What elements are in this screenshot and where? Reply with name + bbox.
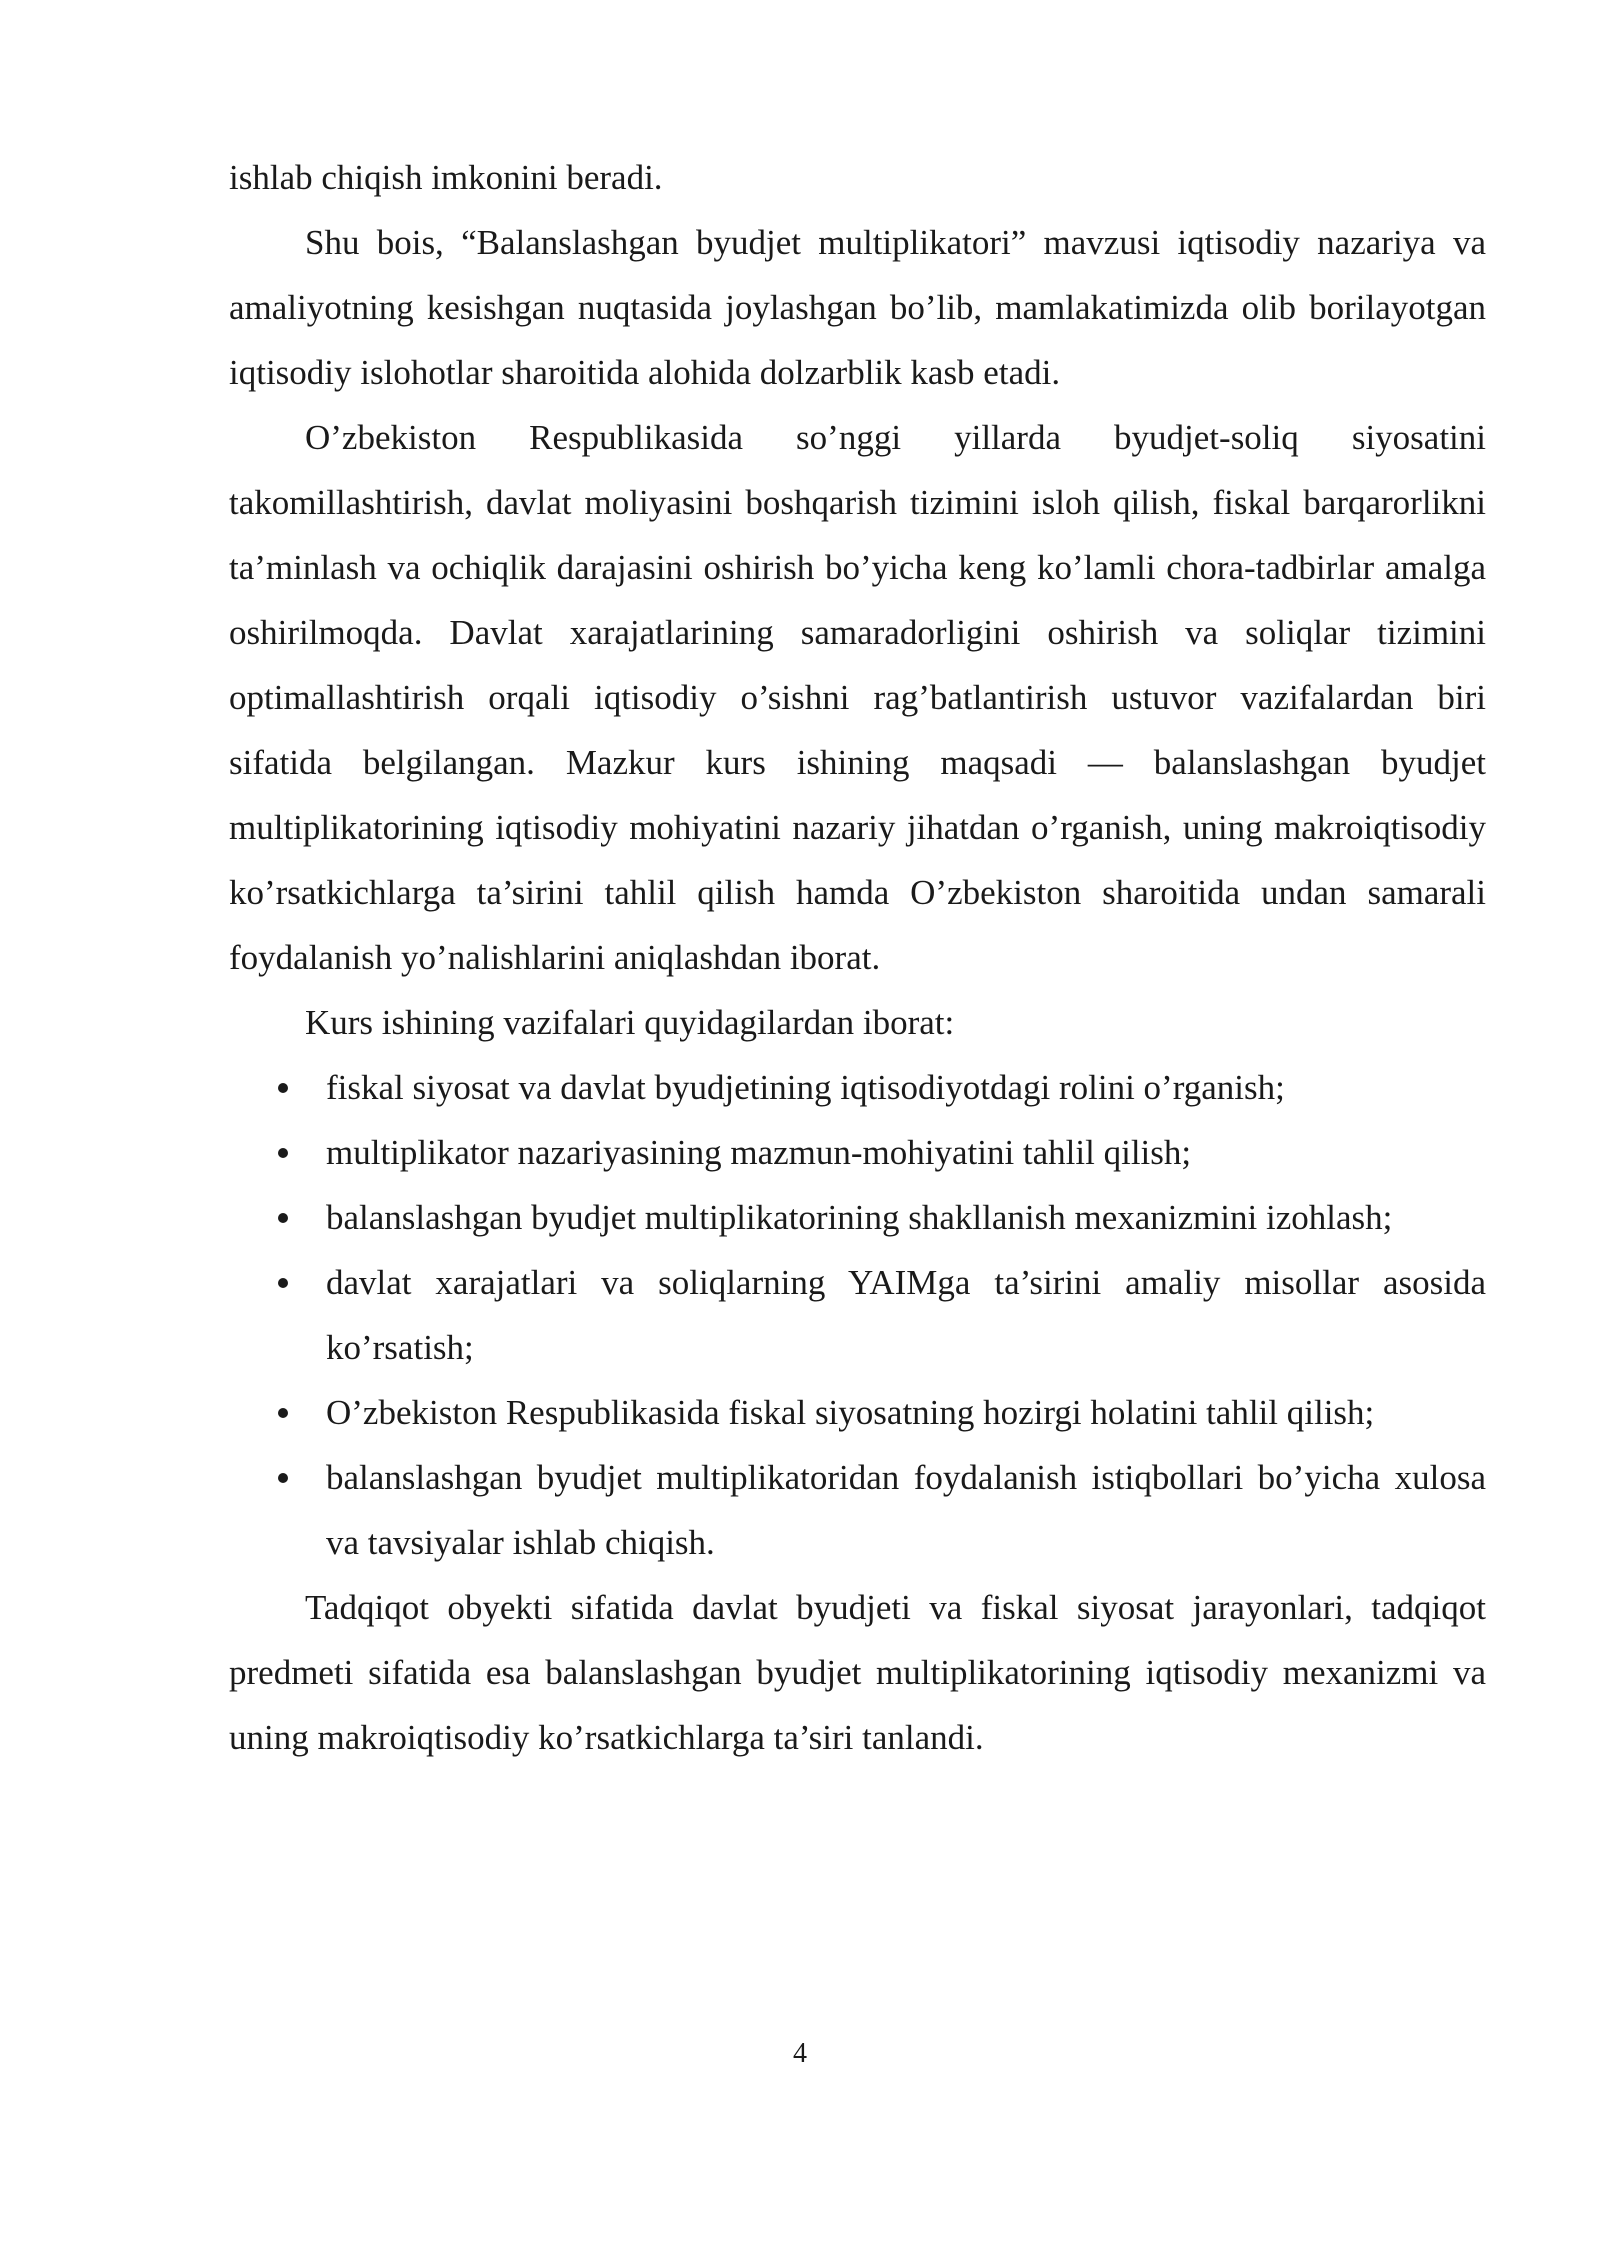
paragraph-topic-relevance: Shu bois, “Balanslashgan byudjet multiplikatori” mavzusi iqtisodiy nazariya va amaliyotning kesishgan nuqtasida joylashgan bo’lib, mamlakatimizda olib borilayotgan iqtisodiy islohotlar sharoitida alohida dolzarblik kasb etadi.	[229, 223, 1486, 392]
bullet-icon	[278, 1213, 288, 1223]
list-item-text: balanslashgan byudjet multiplikatoridan foydalanish istiqbollari bo’yicha xulosa va tavsiyalar ishlab chiqish.	[326, 1458, 1486, 1562]
list-item	[229, 1380, 1486, 1445]
paragraph-object-subject: Tadqiqot obyekti sifatida davlat byudjeti va fiskal siyosat jarayonlari, tadqiqot predmeti sifatida esa balanslashgan byudjet multiplikatorining iqtisodiy mexanizmi va uning makroiqtisodiy ko’rsatkichlarga ta’siri tanlandi.	[229, 1588, 1486, 1757]
list-item	[229, 1185, 1486, 1250]
list-item	[229, 1445, 1486, 1575]
paragraph-goal: O’zbekiston Respublikasida so’nggi yillarda byudjet-soliq siyosatini takomillashtirish, davlat moliyasini boshqarish tizimini isloh qilish, fiskal barqarorlikni ta’minlash va ochiqlik darajasini oshirish bo’yicha keng ko’lamli chora-tadbirlar amalga oshirilmoqda. Davlat xarajatlarining samaradorligini oshirish va soliqlar tizimini optimallashtirish orqali iqtisodiy o’sishni rag’batlantirish ustuvor vazifalardan biri sifatida belgilangan. Mazkur kurs ishining maqsadi — balanslashgan byudjet multiplikatorining iqtisodiy mohiyatini nazariy jihatdan o’rganish, uning makroiqtisodiy ko’rsatkichlarga ta’sirini tahlil qilish hamda O’zbekiston sharoitida undan samarali foydalanish yo’nalishlarini aniqlashdan iborat.	[229, 418, 1486, 977]
list-item	[229, 1250, 1486, 1380]
list-item	[229, 1120, 1486, 1185]
list-item-text: davlat xarajatlari va soliqlarning YAIMga ta’sirini amaliy misollar asosida ko’rsatish;	[326, 1263, 1486, 1367]
page-body	[229, 145, 1486, 1770]
bullet-icon	[278, 1083, 288, 1093]
bullet-icon	[278, 1148, 288, 1158]
tasks-list	[229, 1055, 1486, 1575]
paragraph-tasks-intro: Kurs ishining vazifalari quyidagilardan iborat:	[305, 1003, 955, 1042]
bullet-icon	[278, 1408, 288, 1418]
list-item-text: multiplikator nazariyasining mazmun-mohiyatini tahlil qilish;	[326, 1133, 1192, 1172]
list-item	[229, 1055, 1486, 1120]
list-item-text: balanslashgan byudjet multiplikatorining shakllanish mexanizmini izohlash;	[326, 1198, 1393, 1237]
bullet-icon	[278, 1278, 288, 1288]
list-item-text: fiskal siyosat va davlat byudjetining iqtisodiyotdagi rolini o’rganish;	[326, 1068, 1285, 1107]
list-item-text: O’zbekiston Respublikasida fiskal siyosatning hozirgi holatini tahlil qilish;	[326, 1393, 1375, 1432]
page-number: 4	[793, 2038, 807, 2069]
paragraph-continuation: ishlab chiqish imkonini beradi.	[229, 158, 663, 197]
bullet-icon	[278, 1473, 288, 1483]
